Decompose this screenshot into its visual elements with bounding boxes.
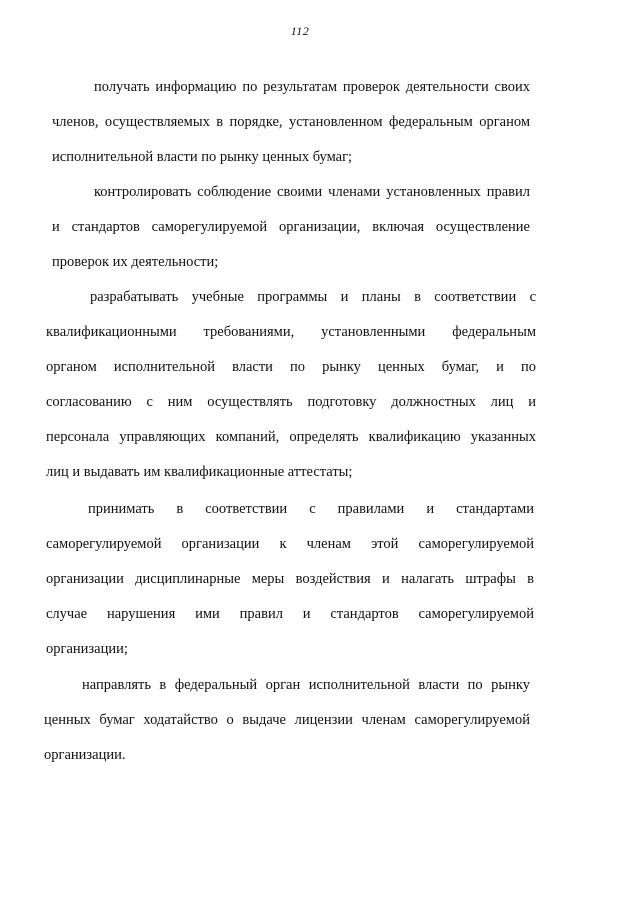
paragraph-4: [46, 492, 534, 667]
paragraph-line: ценных бумаг ходатайство о выдаче лицензии членам саморегулируемой: [44, 712, 530, 728]
paragraph-line: проверок их деятельности;: [52, 254, 219, 270]
paragraph-line: организации;: [46, 641, 128, 657]
paragraph-line: саморегулируемой организации к членам этой саморегулируемой: [46, 536, 534, 552]
paragraph-5: [44, 668, 530, 773]
paragraph-line: получать информацию по результатам проверок деятельности своих: [94, 79, 530, 95]
paragraph-line: организации.: [44, 747, 126, 763]
paragraph-line: квалификационными требованиями, установленными федеральным: [46, 324, 536, 340]
page-number: 112: [290, 24, 310, 38]
paragraph-line: персонала управляющих компаний, определять квалификацию указанных: [46, 429, 536, 445]
paragraph-line: и стандартов саморегулируемой организации, включая осуществление: [52, 219, 530, 235]
paragraph-line: контролировать соблюдение своими членами установленных правил: [94, 184, 530, 200]
paragraph-line: членов, осуществляемых в порядке, установленном федеральным органом: [52, 114, 530, 130]
paragraph-line: лиц и выдавать им квалификационные аттестаты;: [46, 464, 353, 480]
paragraph-2: [52, 175, 530, 280]
paragraph-3: [46, 280, 536, 490]
paragraph-line: организации дисциплинарные меры воздействия и налагать штрафы в: [46, 571, 534, 587]
paragraph-line: принимать в соответствии с правилами и стандартами: [88, 501, 534, 517]
paragraph-1: [52, 70, 530, 175]
paragraph-line: органом исполнительной власти по рынку ценных бумаг, и по: [46, 359, 536, 375]
paragraph-line: случае нарушения ими правил и стандартов саморегулируемой: [46, 606, 534, 622]
paragraph-line: согласованию с ним осуществлять подготовку должностных лиц и: [46, 394, 536, 410]
paragraph-line: разрабатывать учебные программы и планы в соответствии с: [90, 289, 536, 305]
paragraph-line: исполнительной власти по рынку ценных бумаг;: [52, 149, 353, 165]
paragraph-line: направлять в федеральный орган исполнительной власти по рынку: [82, 677, 530, 693]
